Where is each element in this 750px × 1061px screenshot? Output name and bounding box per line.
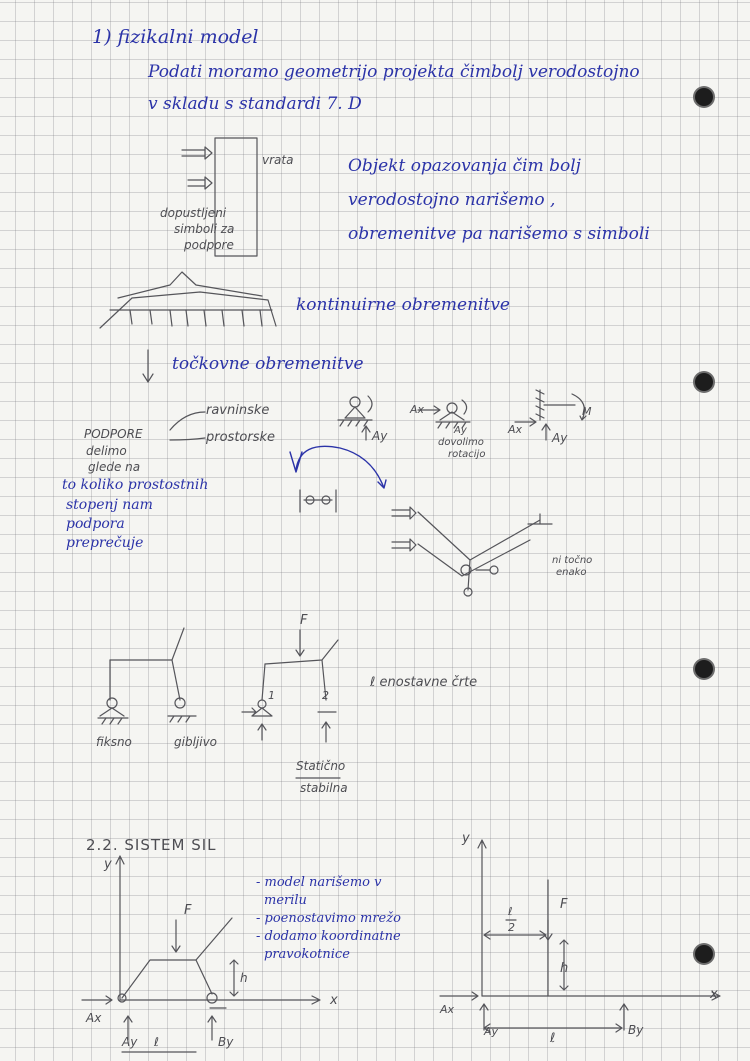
left-l-label: ℓ (154, 1035, 159, 1049)
support-symbols-line-3: podpore (184, 238, 234, 252)
symbol-ay2-label: Ay (552, 431, 568, 445)
left-by-label: By (218, 1035, 234, 1049)
bracket-prostorske (170, 438, 205, 440)
note-line-5: pravokotnice (264, 947, 350, 962)
object-text-line-3: obremenitve pa narišemo s simboli (348, 224, 650, 244)
down-arrow (143, 350, 153, 382)
right-axis-x: x (710, 987, 718, 1002)
supports-heading-2: delimo (86, 444, 127, 458)
left-ax-label: Ax (86, 1011, 102, 1025)
frame-sketch-left (98, 628, 196, 724)
supports-heading-3: glede na (88, 460, 141, 474)
fixed-label: fiksno (96, 735, 132, 749)
mirror-note-2: enako (556, 567, 587, 578)
door-label: vrata (262, 153, 294, 167)
dof-text-line-1: to koliko prostostnih (62, 477, 209, 493)
dof-text-line-2: stopenj nam (66, 497, 153, 513)
simple-lines-label: ℓ enostavne črte (370, 675, 478, 690)
right-h-label: h (560, 961, 569, 976)
right-half-numerator: ℓ (508, 905, 513, 918)
point-loads-label: točkovne obremenitve (172, 354, 364, 374)
support-symbols-line-2: simboli za (174, 222, 235, 236)
force-system-title: 2.2. SISTEM SIL (86, 836, 217, 854)
pin-support-ax-symbol (418, 400, 470, 428)
force-system-right-diagram (440, 840, 720, 1032)
spatial-supports-label: prostorske (206, 430, 276, 445)
right-half-denominator: 2 (508, 921, 515, 934)
planar-supports-label: ravninske (206, 403, 270, 418)
symbol-ax-label: Ax (410, 403, 425, 416)
mirror-note-1: ni točno (552, 555, 593, 566)
right-force-label: F (560, 897, 568, 912)
object-text-line-1: Objekt opazovanja čim bolj (348, 156, 581, 176)
pin-support-symbol (338, 396, 372, 440)
spatial-linkage-sketch (392, 507, 552, 596)
note-line-4: - dodamo koordinatne (256, 929, 401, 944)
left-force-label: F (184, 903, 192, 918)
support-number-2: 2 (322, 689, 329, 702)
right-l-label: ℓ (550, 1031, 556, 1046)
intro-line-2: v skladu s standardi 7. D (148, 94, 362, 114)
right-ax-label: Ax (440, 1003, 455, 1016)
symbol-m-label: M (582, 405, 592, 418)
hinge-symbol-upper (182, 147, 212, 159)
hinge-symbol-lower (188, 177, 212, 189)
left-axis-x: x (330, 993, 338, 1008)
left-h-label: h (240, 971, 248, 985)
rotation-note-3: rotacijo (448, 449, 486, 460)
note-line-2: merilu (264, 893, 307, 908)
bracket-ravninske (170, 412, 205, 430)
statically-label-1: Statično (296, 759, 346, 773)
blue-curved-arrow (296, 446, 386, 488)
movable-label: gibljivo (174, 735, 218, 749)
statically-label-2: stabilna (300, 781, 348, 795)
right-axis-y: y (462, 831, 470, 846)
note-line-1: - model narišemo v (256, 875, 382, 890)
object-text-line-2: verodostojno narišemo , (348, 190, 556, 210)
section-heading: 1) fizikalni model (92, 26, 259, 48)
note-line-3: - poenostavimo mrežo (256, 911, 401, 926)
right-by-label: By (628, 1023, 644, 1037)
rotation-note-2: dovolimo (438, 437, 484, 448)
supports-heading-1: PODPORE (84, 427, 143, 441)
frame-force-label: F (300, 613, 308, 628)
symbol-ay-label: Ay (372, 429, 388, 443)
left-axis-y: y (104, 857, 112, 872)
dof-text-line-4: preprečuje (66, 535, 144, 551)
left-ay-label: Ay (122, 1035, 138, 1049)
support-symbols-line-1: dopustljeni (160, 206, 227, 220)
symbol-ax2-label: Ax (508, 423, 523, 436)
fixed-support-symbol (515, 390, 586, 440)
support-number-1: 1 (268, 689, 275, 702)
intro-line-1: Podati moramo geometrijo projekta čimbolj verodostojno (148, 62, 640, 82)
right-ay-label: Ay (484, 1025, 499, 1038)
load-arrows (130, 310, 262, 326)
continuous-loads-label: kontinuirne obremenitve (296, 295, 510, 315)
frame-sketch-right (242, 630, 338, 742)
shaft-sketch (300, 490, 336, 512)
rotation-note-1: Ay (454, 425, 467, 436)
tent-roof (118, 272, 262, 298)
dof-text-line-3: podpora (66, 516, 125, 532)
